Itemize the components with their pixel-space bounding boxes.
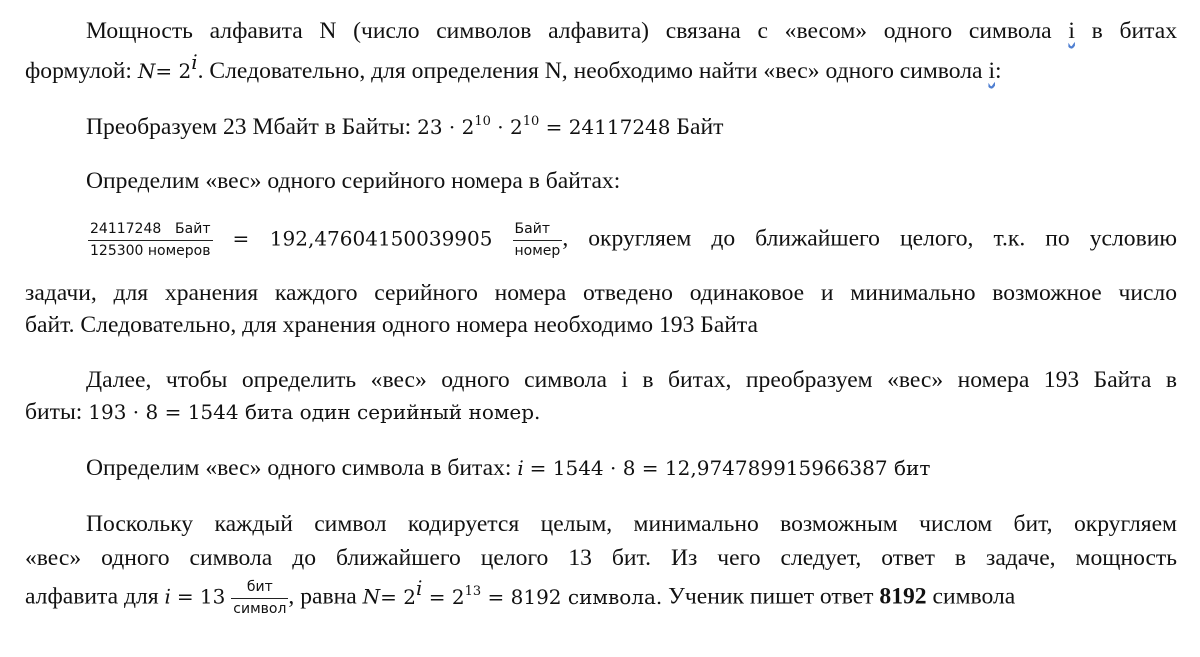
- paragraph-7-line-3: [25, 575, 1016, 617]
- text: :: [995, 58, 1002, 84]
- formula-sup: 13: [464, 583, 482, 599]
- answer: 8192: [879, 583, 927, 610]
- text: байт. Следовательно, для хранения одного номера необходимо 193 Байта: [25, 312, 758, 338]
- text: формулой:: [25, 58, 132, 84]
- formula: = 13: [176, 584, 226, 609]
- paragraph-5-line-2: [25, 401, 540, 425]
- formula-i: i: [164, 584, 171, 609]
- fraction-numerator: бит: [231, 580, 288, 599]
- text: задачи, для хранения каждого серийного номера отведено одинаковое и минимально возможное число: [25, 280, 1177, 306]
- symbol-i: i: [988, 58, 995, 84]
- text: . Следовательно, для определения N, необходимо найти «вес» одного символа: [197, 58, 983, 84]
- formula: 193 · 8 = 1544 бита один серийный номер.: [88, 400, 541, 424]
- formula-part: · 2: [490, 115, 523, 139]
- paragraph-5-line-1: [86, 369, 1177, 393]
- paragraph-1-line-2: [25, 50, 1002, 84]
- fraction-bytes-per-number: [88, 222, 213, 258]
- paragraph-7-line-1: [86, 513, 1177, 537]
- formula-eq: = 2: [155, 59, 192, 83]
- text: символа: [932, 583, 1016, 610]
- formula-part: 23 · 2: [417, 115, 475, 139]
- fraction-denominator: символ: [233, 600, 287, 617]
- text: в битах: [1091, 18, 1178, 44]
- text: Далее, чтобы определить «вес» одного символа i в битах, преобразуем «вес» номера 193 Байта в: [86, 367, 1177, 393]
- formula-part: = 24117248: [539, 115, 671, 139]
- fraction-denominator: номер: [514, 242, 561, 259]
- fraction-denominator: 125300 номеров: [90, 242, 211, 259]
- text: Определим «вес» одного символа в битах:: [86, 455, 512, 481]
- paragraph-4-line-2: [25, 282, 1177, 306]
- symbol-i: i: [1068, 18, 1075, 44]
- text: «вес» одного символа до ближайшего целого 13 бит. Из чего следует, ответ в задаче, мощность: [25, 545, 1177, 571]
- paragraph-6: [86, 457, 930, 481]
- formula-N: N: [362, 584, 381, 609]
- formula: = 1544 · 8 = 12,974789915966387 бит: [529, 456, 931, 480]
- fraction-numerator: 24117248 Байт: [88, 222, 213, 241]
- formula-sup: i: [415, 575, 423, 600]
- text: Преобразуем 23 Мбайт в Байты:: [86, 114, 412, 140]
- text: , округляем до ближайшего целого, т.к. по условию: [562, 225, 1177, 252]
- paragraph-1-line-1: [86, 20, 1177, 44]
- fraction-unit: [513, 222, 563, 258]
- formula: = 192,47604150039905: [232, 226, 493, 251]
- formula-part: = 2: [422, 584, 465, 609]
- formula-sup: 10: [474, 114, 491, 129]
- formula-part: = 8192 символа.: [481, 584, 663, 609]
- fraction-bits-per-symbol: [231, 580, 288, 616]
- text: Мощность алфавита N (число символов алфавита) связана с «весом» одного символа: [86, 18, 1052, 44]
- text: Ученик пишет ответ: [668, 583, 874, 610]
- formula-part: = 2: [380, 584, 416, 609]
- text: Поскольку каждый символ кодируется целым, минимально возможным числом бит, округляем: [86, 511, 1177, 537]
- paragraph-4-line-3: [25, 314, 758, 338]
- text: , равна: [288, 583, 357, 610]
- paragraph-3: [86, 170, 620, 194]
- formula-N: N: [137, 59, 156, 83]
- text: алфавита для: [25, 583, 159, 610]
- paragraph-7-line-2: [25, 547, 1177, 571]
- formula: [417, 115, 670, 139]
- formula-sup: 10: [522, 114, 540, 129]
- fraction-numerator: Байт: [513, 222, 563, 241]
- paragraph-4-line-1: [88, 222, 1177, 258]
- formula-i: i: [517, 456, 524, 480]
- formula: [380, 575, 663, 609]
- text: Определим «вес» одного серийного номера в байтах:: [86, 168, 621, 194]
- formula-sup-i: i: [191, 50, 198, 74]
- paragraph-2: [86, 116, 723, 140]
- text: биты:: [25, 399, 83, 425]
- unit: Байт: [676, 114, 724, 140]
